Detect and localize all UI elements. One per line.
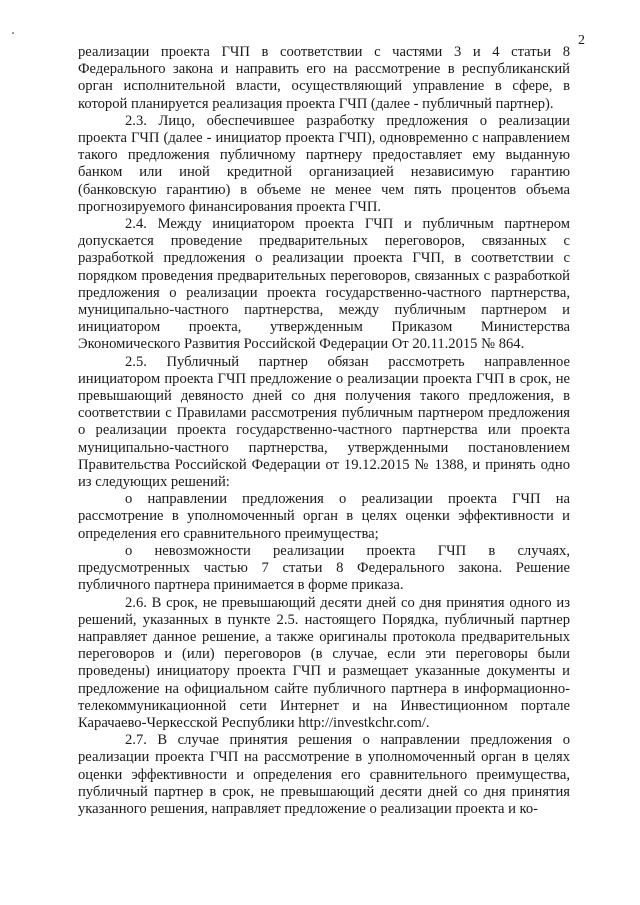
decision-option-2: о невозможности реализации проекта ГЧП в случаях, предусмотренных частью 7 статьи 8 Федерального закона. Решение публичного партнера принимается в форме приказа.: [78, 542, 570, 594]
paragraph-2-3: 2.3. Лицо, обеспечившее разработку предложения о реализации проекта ГЧП (далее - инициатор проекта ГЧП), одновременно с направлением такого предложения публичному партнеру предоставляет ему выданную банком или иной кредитной организацией независимую гарантию (банковскую гарантию) в объеме не менее чем пять процентов объема прогнозируемого финансирования проекта ГЧП.: [78, 112, 570, 215]
paragraph-2-5: 2.5. Публичный партнер обязан рассмотреть направленное инициатором проекта ГЧП предложение о реализации проекта ГЧП в срок, не превышающий девяносто дней со дня получения такого предложения, в соответствии с Правилами рассмотрения публичным партнером предложения о реализации проекта государственно-частного партнерства или проекта муниципально-частного партнерства, утвержденными постановлением Правительства Российской Федерации от 19.12.2015 № 1388, и принять одно из следующих решений:: [78, 353, 570, 491]
scan-speck: [12, 32, 14, 34]
decision-option-1: о направлении предложения о реализации проекта ГЧП на рассмотрение в уполномоченный орган в целях оценки эффективности и определения его сравнительного преимущества;: [78, 491, 570, 542]
page-number: 2: [578, 33, 585, 48]
paragraph-2-6: 2.6. В срок, не превышающий десяти дней со дня принятия одного из решений, указанных в пункте 2.5. настоящего Порядка, публичный партнер направляет данное решение, а также оригиналы протокола предварительных переговоров и (или) переговоров (в случае, если эти переговоры были проведены) инициатору проекта ГЧП и размещает указанные документы и предложение на официальном сайте публичного партнера в информационно-телекоммуникационной сети Интернет и на Инвестиционном портале Карачаево-Черкесской Республики http://investkchr.com/.: [78, 594, 570, 731]
document-body: [78, 44, 570, 818]
paragraph-2-4: 2.4. Между инициатором проекта ГЧП и публичным партнером допускается проведение предварительных переговоров, связанных с разработкой предложения о реализации проекта ГЧП, в соответствии с порядком проведения предварительных переговоров, связанных с разработкой предложения о реализации проекта государственно-частного партнерства, муниципально-частного партнерства, между публичным партнером и инициатором проекта, утвержденным Приказом Министерства Экономического Развития Российской Федерации От 20.11.2015 № 864.: [78, 216, 570, 353]
paragraph-continuation: реализации проекта ГЧП в соответствии с частями 3 и 4 статьи 8 Федерального закона и направить его на рассмотрение в республиканский орган исполнительной власти, осуществляющий управление в сфере, в которой планируется реализация проекта ГЧП (далее - публичный партнер).: [78, 44, 570, 112]
paragraph-2-7: 2.7. В случае принятия решения о направлении предложения о реализации проекта ГЧП на рассмотрение в уполномоченный орган в целях оценки эффективности и определения его сравнительного преимущества, публичный партнер в срок, не превышающий десяти дней со дня принятия указанного решения, направляет предложение о реализации проекта и ко-: [78, 732, 570, 817]
